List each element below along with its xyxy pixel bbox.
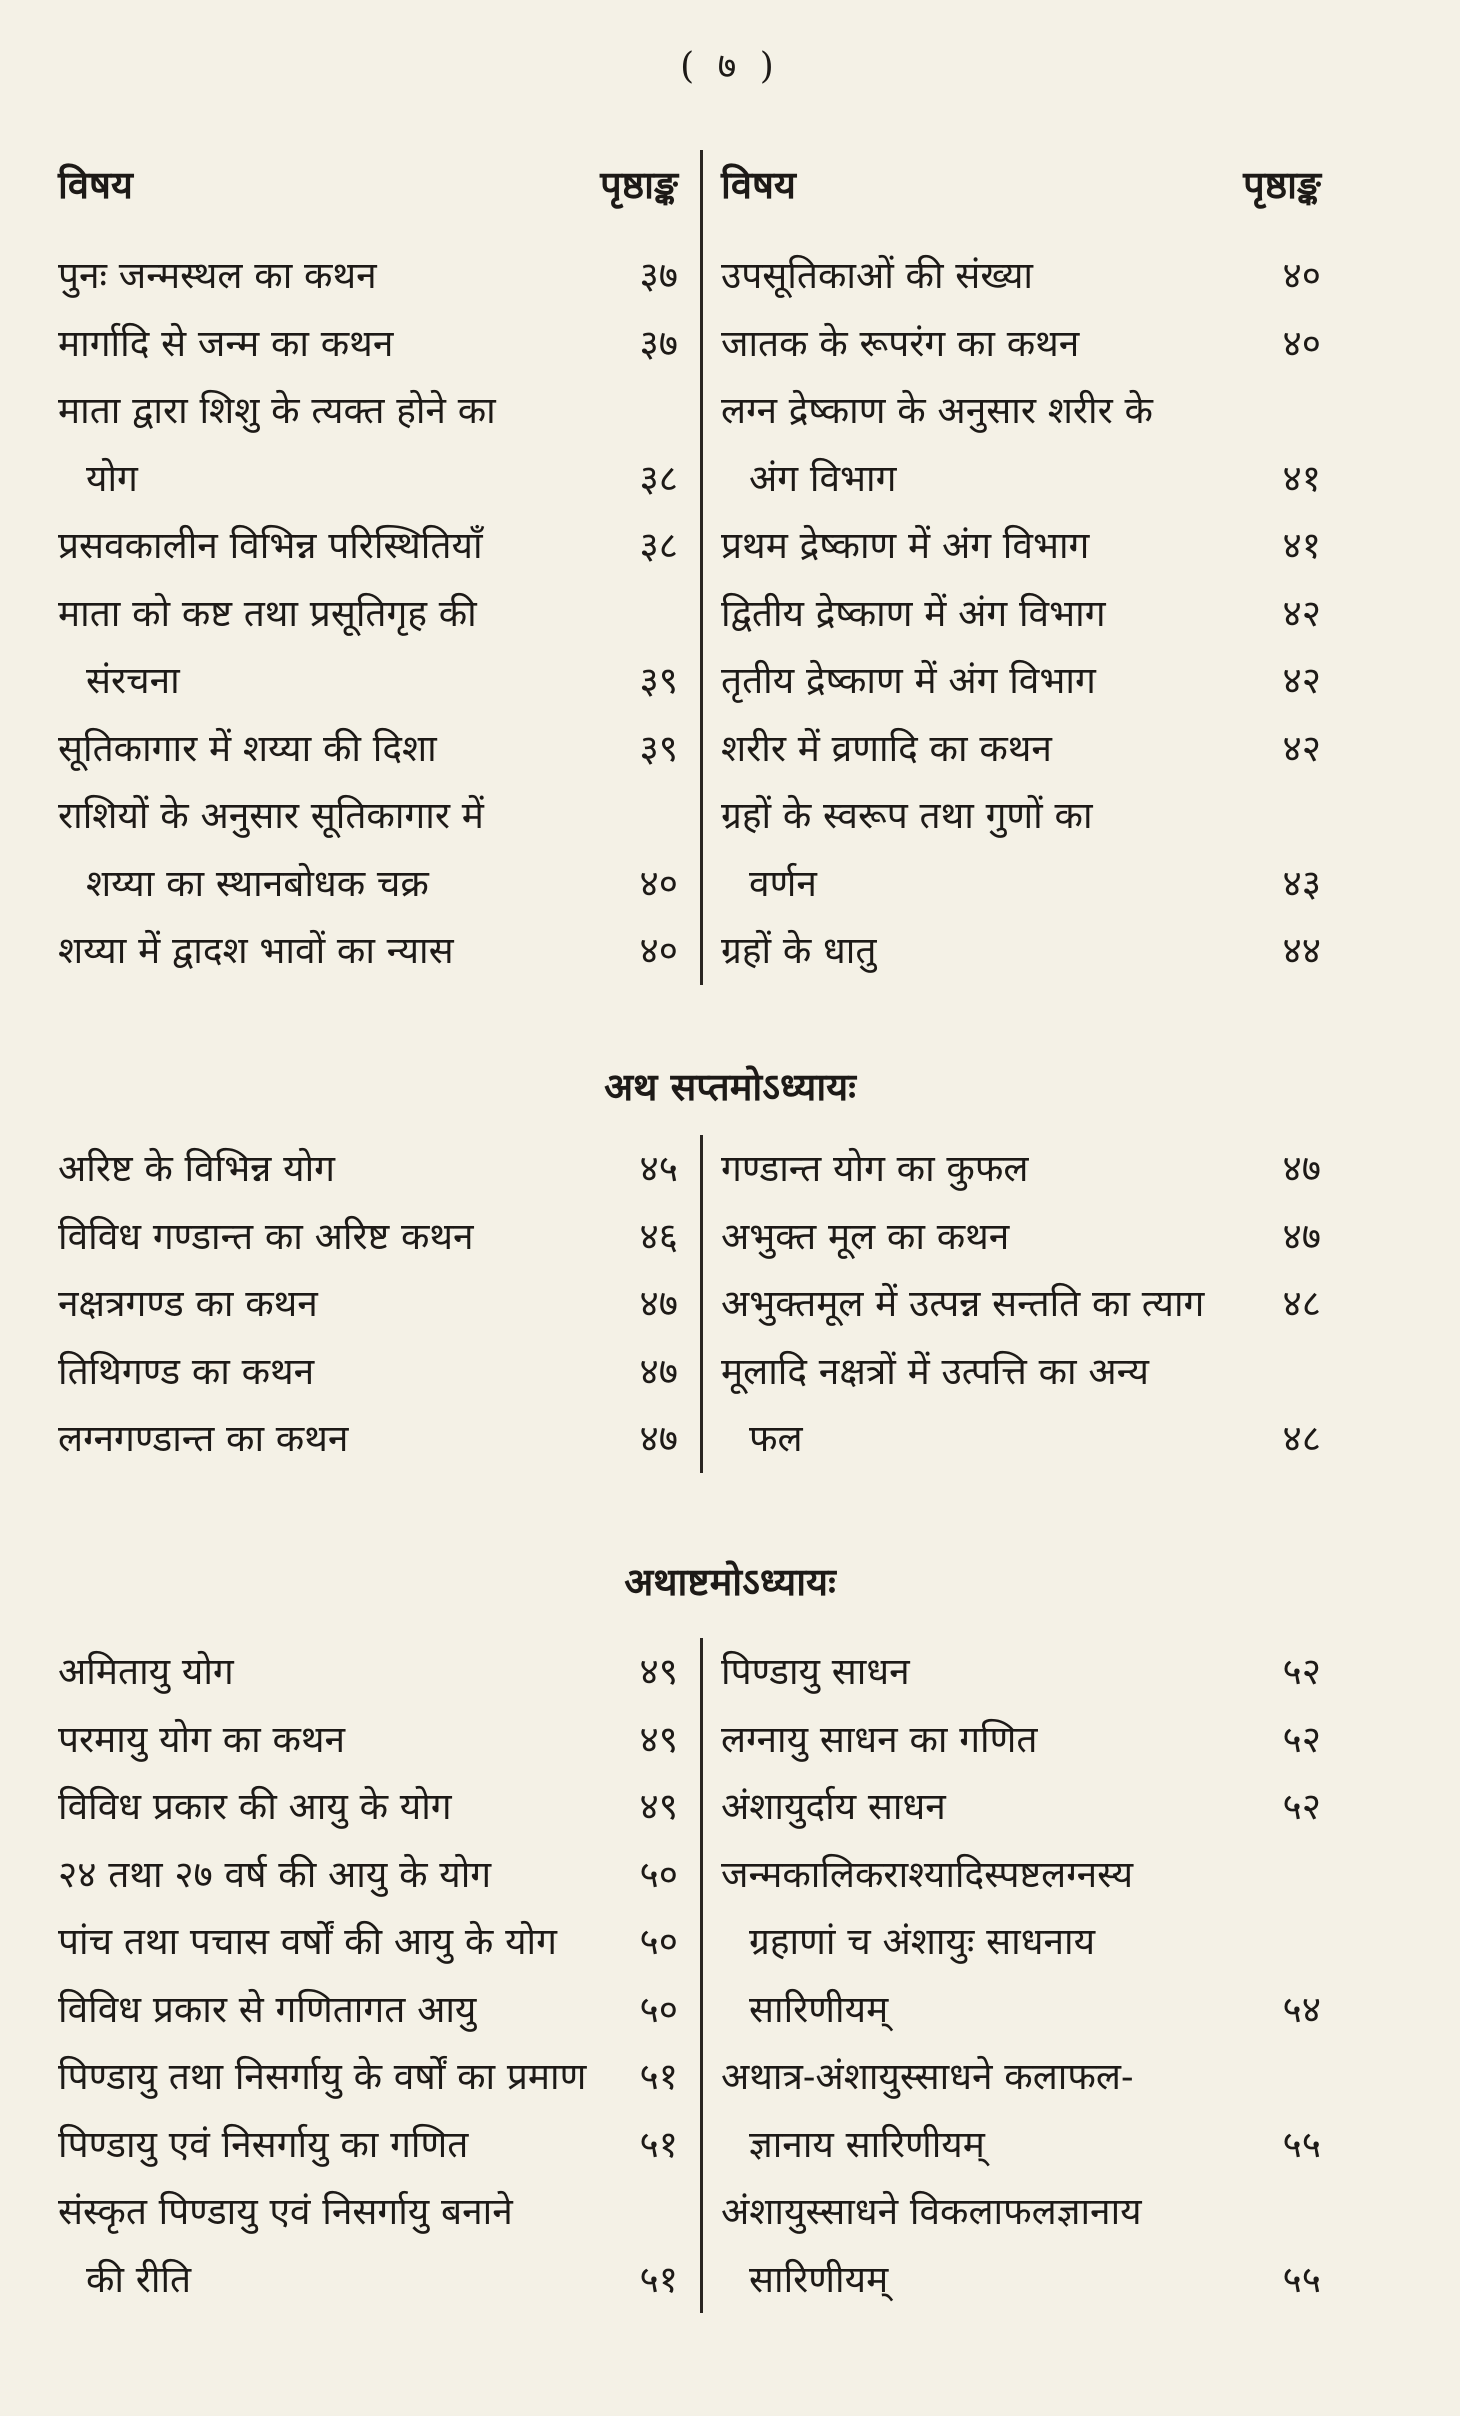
toc-entry (58, 1908, 678, 1976)
toc-entry (58, 1773, 678, 1841)
toc-entry-page: ४७ (1282, 1214, 1321, 1258)
toc-entry (58, 242, 678, 310)
toc-entry-title: सूतिकागार में शय्या की दिशा (58, 726, 437, 770)
toc-entry-page: ४२ (1282, 726, 1321, 770)
toc-entry (721, 1706, 1321, 1774)
page-header: पृष्ठाङ्क (600, 162, 678, 207)
toc-entry-title: प्रथम द्रेष्काण में अंग विभाग (721, 524, 1090, 567)
toc-entry-title: २४ तथा २७ वर्ष की आयु के योग (58, 1852, 492, 1896)
toc-entry (721, 512, 1321, 580)
toc-entry-title: शय्या में द्वादश भावों का न्यास (58, 929, 454, 972)
toc-entry-page: ४० (1282, 254, 1321, 297)
toc-entry-title: अभुक्तमूल में उत्पन्न सन्तति का त्याग (721, 1282, 1205, 1325)
toc-entry-title: फल (749, 1417, 803, 1460)
toc-entry (721, 1135, 1321, 1203)
toc-entry (721, 580, 1321, 648)
toc-entry-title: अंशायुस्साधने विकलाफलज्ञानाय (721, 2190, 1142, 2233)
toc-entry-title: माता को कष्ट तथा प्रसूतिगृह की (58, 591, 477, 635)
toc-entry-page: ४७ (639, 1349, 678, 1393)
toc-entry-page: ४९ (639, 1717, 678, 1761)
subject-header: विषय (721, 162, 796, 207)
toc-entry-page: ५५ (1282, 2257, 1321, 2301)
toc-right-column (703, 1638, 1321, 2313)
toc-entry (58, 377, 678, 445)
toc-entry-page: ४६ (639, 1214, 678, 1258)
toc-entry-title: ग्रहों के स्वरूप तथा गुणों का (721, 794, 1093, 837)
toc-entry (721, 1638, 1321, 1706)
toc-entry (58, 1976, 678, 2044)
toc-entry-title: जन्मकालिकराश्यादिस्पष्टलग्नस्य (721, 1852, 1134, 1896)
toc-entry-page: ५१ (639, 2257, 678, 2301)
toc-entry-title: अंग विभाग (749, 456, 897, 500)
toc-entry-title: की रीति (86, 2257, 192, 2301)
toc-entry-page: ५२ (1282, 1650, 1321, 1693)
toc-entry-title: अथात्र-अंशायुस्साधने कलाफल- (721, 2055, 1134, 2098)
toc-entry-title: पिण्डायु साधन (721, 1650, 910, 1693)
toc-entry-title: अभुक्त मूल का कथन (721, 1214, 1010, 1258)
toc-entry (58, 2246, 678, 2314)
toc-entry-title: गण्डान्त योग का कुफल (721, 1147, 1029, 1190)
toc-entry-title: सारिणीयम् (749, 1987, 889, 2031)
toc-entry-title: पिण्डायु एवं निसर्गायु का गणित (58, 2122, 469, 2166)
toc-entry (721, 1773, 1321, 1841)
toc-entry (721, 310, 1321, 378)
chapter-heading-8: अथाष्टमोऽध्यायः (624, 1559, 836, 1604)
toc-entry-title: ग्रहों के धातु (721, 929, 877, 972)
toc-entry-title: मार्गादि से जन्म का कथन (58, 321, 394, 365)
toc-entry (58, 917, 678, 985)
toc-entry (721, 1841, 1321, 1909)
toc-entry-title: विविध प्रकार की आयु के योग (58, 1785, 452, 1828)
toc-entry-page: ५५ (1282, 2122, 1321, 2166)
toc-entry-title: पुनः जन्मस्थल का कथन (58, 254, 377, 297)
toc-section-2 (58, 1135, 1328, 1473)
toc-entry-page: ५२ (1282, 1717, 1321, 1761)
toc-entry-title: अमितायु योग (58, 1650, 234, 1693)
toc-entry (58, 1405, 678, 1473)
toc-entry-title: संस्कृत पिण्डायु एवं निसर्गायु बनाने (58, 2190, 513, 2233)
toc-entry (721, 445, 1321, 513)
toc-entry (58, 445, 678, 513)
toc-entry-title: पांच तथा पचास वर्षों की आयु के योग (58, 1920, 557, 1963)
toc-entry (721, 1976, 1321, 2044)
toc-entry (58, 512, 678, 580)
toc-entry-page: ४२ (1282, 591, 1321, 635)
toc-entry-page: ३८ (639, 524, 678, 567)
toc-entry-title: सारिणीयम् (749, 2257, 889, 2301)
toc-entry (721, 242, 1321, 310)
toc-entry-title: माता द्वारा शिशु के त्यक्त होने का (58, 389, 496, 432)
toc-entry-page: ४३ (1282, 861, 1321, 905)
toc-entry-title: तिथिगण्ड का कथन (58, 1349, 315, 1393)
toc-entry-page: ४४ (1282, 929, 1321, 972)
toc-entry (721, 1270, 1321, 1338)
toc-entry (58, 2111, 678, 2179)
toc-entry (721, 850, 1321, 918)
toc-entry-page: ४९ (639, 1650, 678, 1693)
toc-entry (58, 782, 678, 850)
toc-right-column (703, 1135, 1321, 1473)
toc-entry-page: ४१ (1282, 524, 1321, 567)
toc-entry (58, 647, 678, 715)
toc-entry-page: ५२ (1282, 1785, 1321, 1828)
toc-entry (58, 2178, 678, 2246)
toc-entry-page: ५१ (639, 2122, 678, 2166)
toc-entry (721, 1405, 1321, 1473)
toc-right-column (703, 150, 1321, 985)
toc-entry (721, 782, 1321, 850)
toc-entry (58, 1203, 678, 1271)
toc-entry-page: ४० (639, 861, 678, 905)
toc-entry-title: उपसूतिकाओं की संख्या (721, 254, 1034, 297)
toc-entry-page: ४७ (639, 1417, 678, 1460)
toc-entry-page: ५० (639, 1920, 678, 1963)
toc-entry-page: ४७ (639, 1282, 678, 1325)
page-number: ( ७ ) (680, 46, 780, 87)
toc-entry-title: द्वितीय द्रेष्काण में अंग विभाग (721, 591, 1106, 635)
toc-section-1 (58, 150, 1328, 985)
toc-entry-page: ४० (1282, 321, 1321, 365)
column-header (721, 150, 1321, 220)
toc-entry-page: ३९ (639, 726, 678, 770)
toc-entry-title: वर्णन (749, 861, 817, 905)
toc-entry-page: ४५ (639, 1147, 678, 1190)
toc-entry-title: मूलादि नक्षत्रों में उत्पत्ति का अन्य (721, 1349, 1149, 1393)
toc-entry (58, 1706, 678, 1774)
toc-entry-title: जातक के रूपरंग का कथन (721, 321, 1080, 365)
toc-entry-page: ४१ (1282, 456, 1321, 500)
toc-entry (58, 310, 678, 378)
column-header (58, 150, 678, 220)
toc-entry-page: ४९ (639, 1785, 678, 1828)
toc-entry-page: ३९ (639, 659, 678, 702)
page-header: पृष्ठाङ्क (1243, 162, 1321, 207)
toc-entry-title: योग (86, 456, 138, 500)
toc-entry (721, 2178, 1321, 2246)
toc-entry-title: तृतीय द्रेष्काण में अंग विभाग (721, 659, 1096, 702)
toc-entry-page: ५४ (1282, 1987, 1321, 2031)
toc-entry-page: ५० (639, 1852, 678, 1896)
toc-entry-title: लग्नगण्डान्त का कथन (58, 1417, 349, 1460)
toc-left-column (58, 150, 703, 985)
toc-entry (58, 1270, 678, 1338)
toc-entry-page: ४८ (1282, 1417, 1321, 1460)
toc-entry-title: शरीर में व्रणादि का कथन (721, 726, 1052, 770)
toc-entry-title: राशियों के अनुसार सूतिकागार में (58, 794, 484, 837)
toc-entry (721, 2043, 1321, 2111)
toc-entry-title: अंशायुर्दाय साधन (721, 1785, 946, 1828)
toc-entry (721, 1203, 1321, 1271)
toc-left-column (58, 1638, 703, 2313)
toc-section-3 (58, 1638, 1328, 2313)
toc-entry-title: विविध प्रकार से गणितागत आयु (58, 1987, 477, 2031)
toc-entry (58, 2043, 678, 2111)
toc-left-column (58, 1135, 703, 1473)
toc-entry-title: परमायु योग का कथन (58, 1717, 346, 1761)
toc-entry-page: ५१ (639, 2055, 678, 2098)
toc-entry (721, 715, 1321, 783)
toc-entry-page: ४७ (1282, 1147, 1321, 1190)
toc-entry-page: ४२ (1282, 659, 1321, 702)
toc-entry-page: ३८ (639, 456, 678, 500)
toc-entry (58, 715, 678, 783)
toc-entry-page: ४८ (1282, 1282, 1321, 1325)
toc-entry-page: ३७ (639, 254, 678, 297)
toc-entry (721, 917, 1321, 985)
toc-entry (58, 1135, 678, 1203)
toc-entry-page: ३७ (639, 321, 678, 365)
toc-entry (58, 850, 678, 918)
toc-entry (58, 1338, 678, 1406)
chapter-heading-7: अथ सप्तमोऽध्यायः (604, 1064, 856, 1109)
toc-entry-page: ४० (639, 929, 678, 972)
toc-entry (721, 647, 1321, 715)
toc-entry-title: शय्या का स्थानबोधक चक्र (86, 861, 429, 905)
subject-header: विषय (58, 162, 133, 207)
toc-entry-page: ५० (639, 1987, 678, 2031)
toc-entry-title: नक्षत्रगण्ड का कथन (58, 1282, 318, 1325)
toc-entry-title: प्रसवकालीन विभिन्न परिस्थितियाँ (58, 524, 483, 567)
toc-entry (58, 580, 678, 648)
toc-entry (721, 1338, 1321, 1406)
toc-entry-title: विविध गण्डान्त का अरिष्ट कथन (58, 1214, 474, 1258)
toc-entry (721, 2111, 1321, 2179)
toc-entry-title: लग्न द्रेष्काण के अनुसार शरीर के (721, 389, 1153, 432)
toc-entry-title: अरिष्ट के विभिन्न योग (58, 1147, 336, 1190)
toc-entry-title: लग्नायु साधन का गणित (721, 1717, 1038, 1761)
toc-entry-title: ज्ञानाय सारिणीयम् (749, 2122, 985, 2166)
toc-entry-title: पिण्डायु तथा निसर्गायु के वर्षों का प्रमाण (58, 2055, 587, 2098)
toc-entry-title: संरचना (86, 659, 180, 702)
toc-entry (58, 1841, 678, 1909)
toc-entry-title: ग्रहाणां च अंशायुः साधनाय (749, 1920, 1096, 1963)
toc-entry (721, 377, 1321, 445)
toc-entry (721, 2246, 1321, 2314)
toc-entry (58, 1638, 678, 1706)
toc-entry (721, 1908, 1321, 1976)
